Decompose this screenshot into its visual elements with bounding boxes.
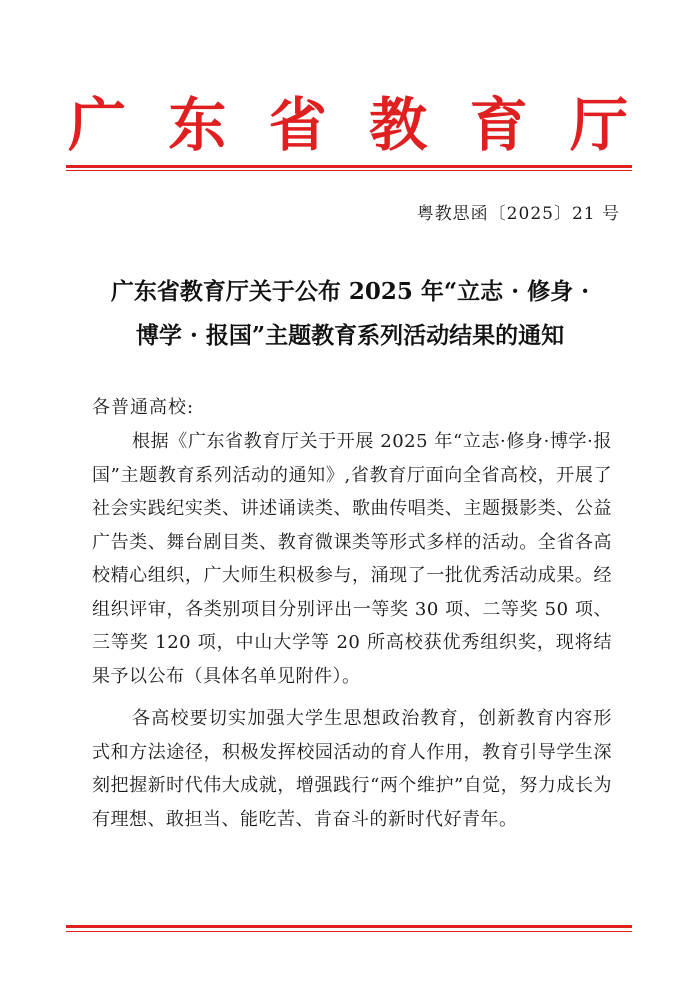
header-char: 广 [68, 91, 127, 159]
document-title-line-1: 广东省教育厅关于公布 2025 年“立志 · 修身 · [110, 278, 590, 305]
header-char: 教 [369, 91, 428, 159]
issuing-authority-header [68, 88, 628, 162]
header-char: 育 [469, 91, 528, 159]
document-title-line-2: 博学 · 报国”主题教育系列活动结果的通知 [135, 322, 565, 349]
footer-divider-thick [66, 925, 632, 928]
header-char: 东 [168, 91, 227, 159]
document-number: 粤教思函〔2025〕21 号 [416, 204, 620, 224]
header-char: 厅 [569, 91, 628, 159]
body-paragraph-1: 根据《广东省教育厅关于开展 2025 年“立志·修身·博学·报国”主题教育系列活动的通知》,省教育厅面向全省高校，开展了社会实践纪实类、讲述诵读类、歌曲传唱类、主题摄影类、公益广告类、舞台剧目类、教育微课类等形式多样的活动。全省各高校精心组织，广大师生积极参与，涌现了一批优秀活动成果。经组织评审，各类别项目分别评出一等奖 30 项、二等奖 50 项、三等奖 120 项，中山大学等 20 所高校获优秀组织奖，现将结果予以公布（具体名单见附件）。 [92, 431, 612, 687]
addressee: 各普通高校: [92, 397, 195, 418]
footer-divider-thin [66, 931, 632, 932]
header-divider-thick [66, 165, 632, 168]
header-divider-thin [66, 170, 632, 171]
header-char: 省 [268, 91, 327, 159]
body-paragraph-2: 各高校要切实加强大学生思想政治教育，创新教育内容形式和方法途径，积极发挥校园活动的育人作用，教育引导学生深刻把握新时代伟大成就，增强践行“两个维护”自觉，努力成长为有理想、敢担当、能吃苦、肯奋斗的新时代好青年。 [92, 708, 612, 830]
